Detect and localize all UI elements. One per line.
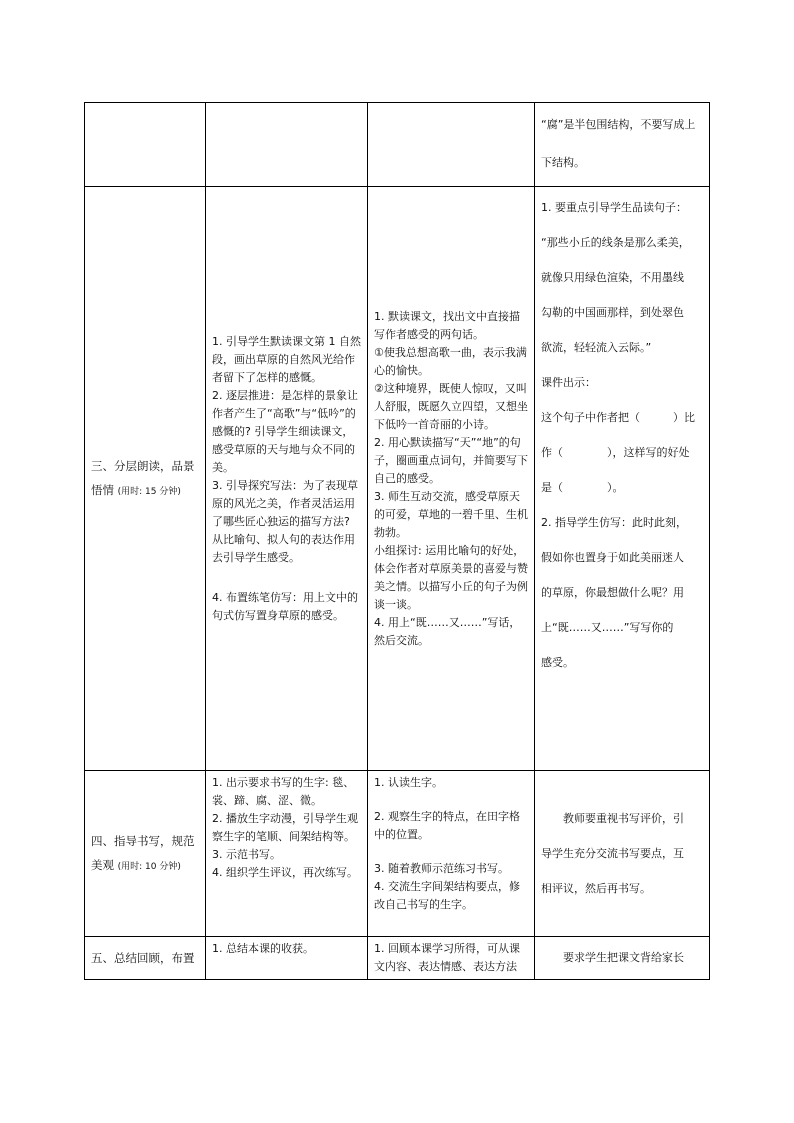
table-row [85, 103, 710, 187]
teacher-step: 3. 引导探究写法：为了表现草原的风光之美，作者灵活运用了哪些匠心独运的描写方法? [212, 478, 358, 528]
student-activity-cell [368, 771, 535, 937]
teacher-activity-cell [206, 103, 368, 187]
teacher-step: 4. 布置练笔仿写：用上文中的句式仿写置身草原的感受。 [212, 590, 358, 622]
stage-cell [85, 771, 206, 937]
notes-line: 作（ ），这样写的好处 [541, 446, 690, 459]
notes-line: 这个句子中作者把（ ）比 [541, 411, 695, 424]
stage-time: (用时: 15 分钟) [117, 486, 181, 497]
lesson-plan-table [84, 102, 710, 980]
teacher-step: 4. 组织学生评议，再次练写。 [212, 866, 358, 879]
student-step: 4. 用上“既……又……”写话，然后交流。 [374, 615, 521, 647]
student-activity-cell [368, 937, 535, 980]
notes-line: 课件出示： [541, 376, 596, 389]
teacher-step: 1. 总结本课的收获。 [212, 942, 314, 955]
student-step: 4. 交流生字间架结构要点，修改自己书写的生字。 [374, 880, 520, 911]
student-step: 3. 随着教师示范练习书写。 [374, 862, 509, 875]
notes-line: 下结构。 [541, 156, 585, 169]
notes-line: “那些小丘的线条是那么柔美， [541, 236, 690, 249]
notes-line: 就像只用绿色渲染，不用墨线 [541, 271, 684, 284]
notes-line: 导学生充分交流书写要点，互 [541, 847, 684, 860]
notes-line: 相评议，然后再书写。 [541, 882, 651, 895]
notes-line: 的草原，你最想做什么呢？用 [541, 586, 684, 599]
notes-line: 欲流，轻轻流入云际。” [541, 341, 652, 354]
table-row [85, 771, 710, 937]
teacher-step: 1. 引导学生默读课文第 1 自然段，画出草原的自然风光给作者留下了怎样的感慨。 [212, 334, 361, 384]
student-step: ②这种境界，既使人惊叹，又叫人舒服，既愿久立四望，又想坐下低吟一首奇丽的小诗。 [374, 381, 528, 431]
student-step: 2. 用心默读描写“天”“地”的句子，圈画重点词句，并简要写下自己的感受。 [374, 435, 528, 485]
student-step: ①使我总想高歌一曲，表示我满心的愉快。 [374, 345, 527, 377]
teacher-step: 2. 播放生字动漫，引导学生观察生字的笔顺、间架结构等。 [212, 812, 358, 843]
teacher-step: 3. 示范书写。 [212, 848, 281, 861]
student-step: 小组探讨: 运用比喻句的好处，体会作者对草原美景的喜爱与赞美之情。以描写小丘的句子为例谈一谈。 [374, 543, 528, 611]
teacher-activity-cell [206, 937, 368, 980]
notes-cell [535, 103, 710, 187]
student-activity-cell [368, 187, 535, 771]
teacher-step: 1. 出示要求书写的生字: 毯、裳、蹄、腐、涩、微。 [212, 776, 355, 807]
student-step: 1. 默读课文，找出文中直接描写作者感受的两句话。 [374, 309, 520, 341]
stage-cell [85, 187, 206, 771]
stage-time: (用时: 10 分钟) [117, 861, 181, 872]
notes-cell [535, 937, 710, 980]
notes-line: 教师要重视书写评价，引 [563, 812, 684, 825]
table-row [85, 187, 710, 771]
notes-line: 勾勒的中国画那样，到处翠色 [541, 306, 684, 319]
student-step: 1. 认读生字。 [374, 776, 443, 789]
stage-cell [85, 937, 206, 980]
table-row [85, 937, 710, 980]
student-step: 2. 观察生字的特点，在田字格中的位置。 [374, 810, 520, 841]
notes-cell [535, 771, 710, 937]
teacher-activity-cell [206, 771, 368, 937]
notes-line: “腐”是半包围结构，不要写成上 [541, 118, 696, 131]
notes-line: 上“既……又……”写写你的 [541, 621, 674, 634]
notes-line: 要求学生把课文背给家长 [563, 951, 684, 964]
student-activity-cell [368, 103, 535, 187]
notes-line: 2. 指导学生仿写：此时此刻， [541, 516, 687, 529]
stage-title-cont: 悟情 [91, 482, 114, 497]
notes-line: 感受。 [541, 656, 574, 669]
notes-line: 假如你也置身于如此美丽迷人 [541, 551, 684, 564]
stage-title: 五、总结回顾，布置 [91, 951, 195, 965]
stage-cell [85, 103, 206, 187]
teacher-activity-cell [206, 187, 368, 771]
stage-title: 三、分层朗读，品景 [91, 458, 195, 473]
stage-title: 四、指导书写，规范 [91, 833, 195, 848]
notes-line: 是（ ）。 [541, 481, 624, 494]
notes-line: 1. 要重点引导学生品读句子： [541, 201, 687, 214]
teacher-step: 2. 逐层推进：是怎样的景象让作者产生了“高歌”与“低吟”的感慨的? 引导学生细读课文，感受草原的天与地与众不同的美。 [212, 388, 358, 474]
notes-cell [535, 187, 710, 771]
teacher-step: 从比喻句、拟人句的表达作用去引导学生感受。 [212, 532, 355, 564]
stage-title-cont: 美观 [91, 857, 114, 872]
student-step: 3. 师生互动交流，感受草原天的可爱，草地的一碧千里、生机勃勃。 [374, 489, 528, 539]
student-step: 1. 回顾本课学习所得，可从课文内容、表达情感、表达方法 [374, 942, 520, 973]
